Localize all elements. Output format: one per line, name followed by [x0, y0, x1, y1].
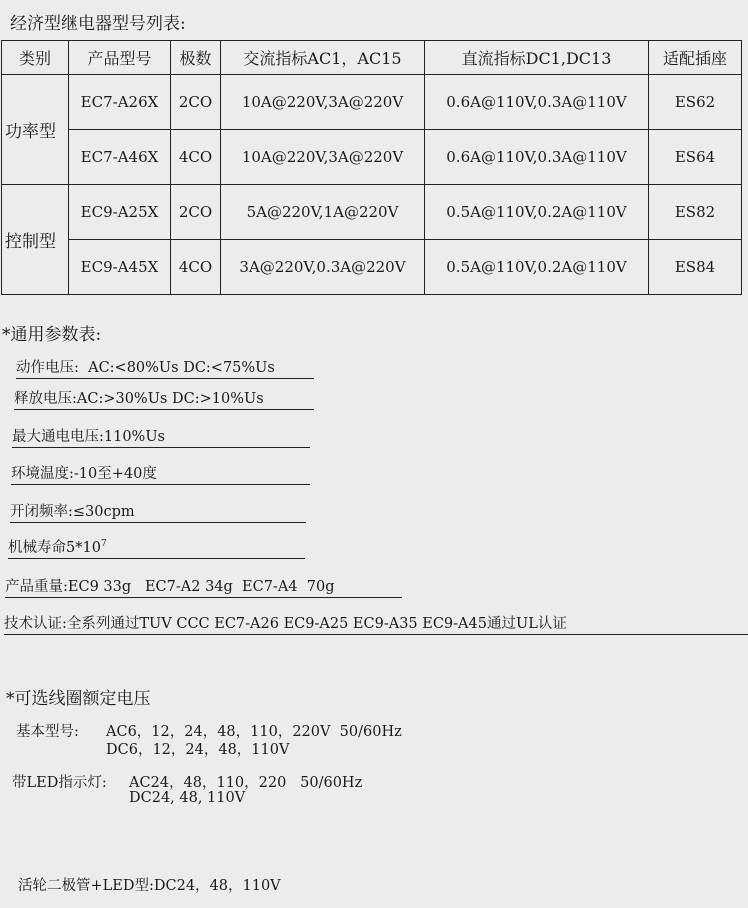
cell-model: EC7-A26X [69, 75, 171, 130]
led-model-dc: DC24, 48, 110V [129, 790, 246, 806]
mechanical-life-text: 机械寿命5*10 [8, 540, 101, 556]
cell-dc: 0.6A@110V,0.3A@110V [425, 130, 649, 185]
basic-model-ac: AC6，12，24，48，110，220V 50/60Hz [106, 724, 402, 740]
cell-poles: 4CO [171, 240, 221, 295]
cell-model: EC7-A46X [69, 130, 171, 185]
table-row [2, 75, 742, 130]
cell-model: EC9-A25X [69, 185, 171, 240]
page-title: 经济型继电器型号列表: [10, 14, 186, 34]
category-power: 功率型 [2, 75, 69, 185]
cell-socket: ES82 [649, 185, 742, 240]
cell-poles: 4CO [171, 130, 221, 185]
mechanical-life [8, 536, 305, 559]
cell-socket: ES64 [649, 130, 742, 185]
header-model: 产品型号 [69, 41, 171, 75]
cell-model: EC9-A45X [69, 240, 171, 295]
mechanical-life-exponent: 7 [100, 539, 107, 550]
table-row [2, 130, 742, 185]
release-voltage: 释放电压:AC:>30%Us DC:>10%Us [14, 387, 314, 410]
product-weight: 产品重量:EC9 33g EC7-A2 34g EC7-A4 70g [5, 575, 402, 598]
diode-led-model: 活轮二极管+LED型:DC24，48，110V [18, 878, 281, 894]
basic-model-label: 基本型号: [16, 724, 79, 740]
ambient-temperature: 环境温度:-10至+40度 [11, 462, 310, 485]
relay-model-table [1, 40, 742, 295]
led-model-label: 带LED指示灯: [12, 775, 107, 791]
operate-voltage: 动作电压: AC:<80%Us DC:<75%Us [16, 356, 314, 379]
cell-ac: 10A@220V,3A@220V [221, 130, 425, 185]
basic-model-dc: DC6，12，24，48，110V [106, 742, 290, 758]
cell-ac: 10A@220V,3A@220V [221, 75, 425, 130]
table-row [2, 240, 742, 295]
cell-ac: 3A@220V,0.3A@220V [221, 240, 425, 295]
max-voltage: 最大通电电压:110%Us [12, 425, 310, 448]
cell-socket: ES62 [649, 75, 742, 130]
table-header-row [2, 41, 742, 75]
cell-socket: ES84 [649, 240, 742, 295]
cell-ac: 5A@220V,1A@220V [221, 185, 425, 240]
cell-dc: 0.6A@110V,0.3A@110V [425, 75, 649, 130]
header-poles: 极数 [171, 41, 221, 75]
header-socket: 适配插座 [649, 41, 742, 75]
led-model-ac: AC24，48，110，220 50/60Hz [129, 775, 363, 791]
cell-dc: 0.5A@110V,0.2A@110V [425, 185, 649, 240]
switching-frequency: 开闭频率:≤30cpm [10, 500, 306, 523]
coil-voltage-heading: *可选线圈额定电压 [6, 689, 151, 709]
header-category: 类别 [2, 41, 69, 75]
cell-dc: 0.5A@110V,0.2A@110V [425, 240, 649, 295]
general-params-heading: *通用参数表: [2, 325, 102, 345]
cell-poles: 2CO [171, 185, 221, 240]
cell-poles: 2CO [171, 75, 221, 130]
header-dc-rating: 直流指标DC1,DC13 [425, 41, 649, 75]
certification: 技术认证:全系列通过TUV CCC EC7-A26 EC9-A25 EC9-A35 EC9-A45通过UL认证 [4, 612, 748, 635]
category-control: 控制型 [2, 185, 69, 295]
header-ac-rating: 交流指标AC1，AC15 [221, 41, 425, 75]
table-row [2, 185, 742, 240]
